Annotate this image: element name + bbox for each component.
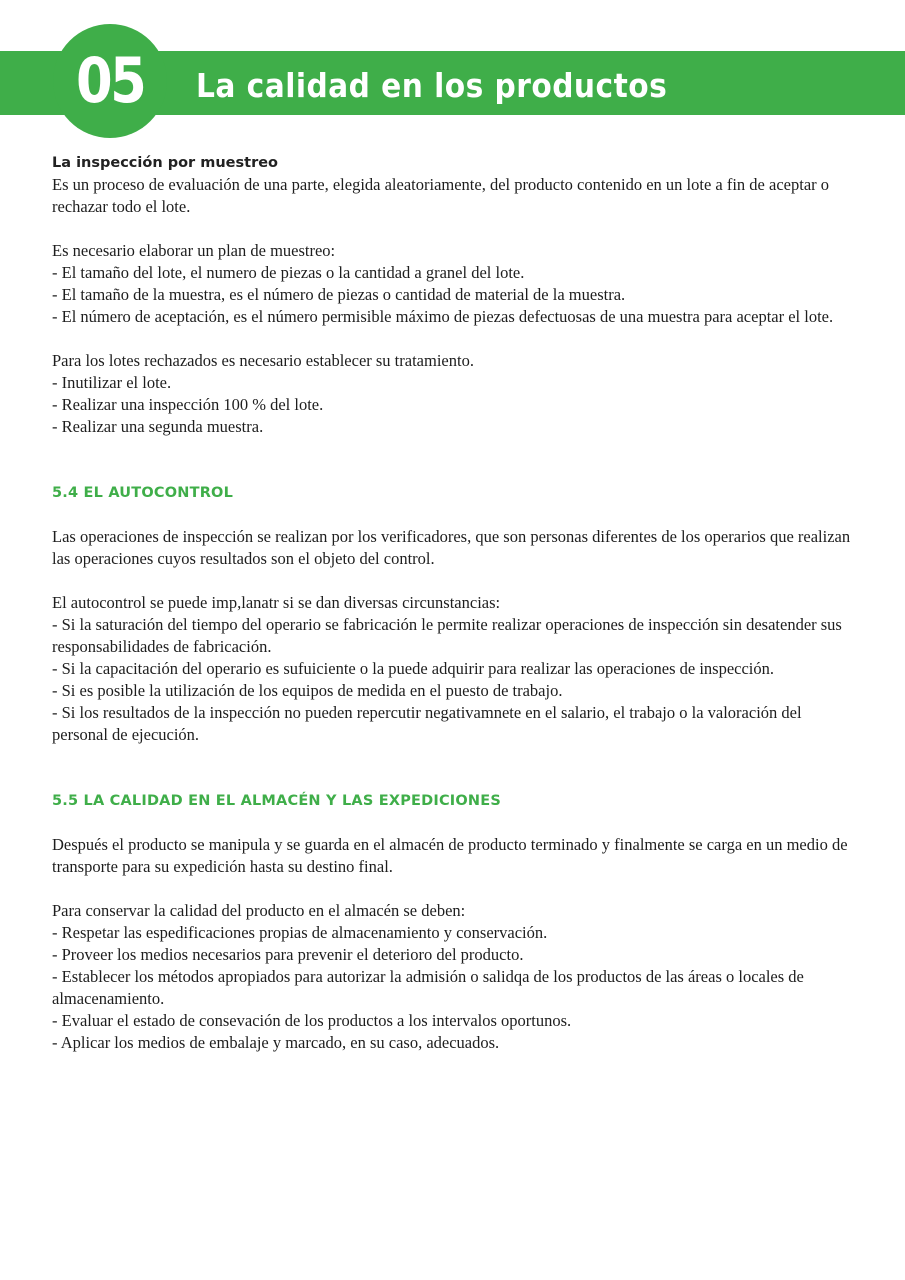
list-item: - Si la capacitación del operario es sufuiciente o la puede adquirir para realizar las operaciones de inspección. <box>52 659 775 678</box>
list-lead: Es necesario elaborar un plan de muestreo: <box>52 241 336 260</box>
list-item: - Si los resultados de la inspección no pueden repercutir negativamnete en el salario, el trabajo o la valoración del personal de ejecución. <box>52 703 802 744</box>
chapter-title: La calidad en los productos <box>196 66 668 105</box>
page-content <box>52 152 857 1054</box>
paragraph: Es un proceso de evaluación de una parte, elegida aleatoriamente, del producto contenido en un lote a fin de aceptar o rechazar todo el lote. <box>52 175 830 216</box>
section-heading-autocontrol: 5.4 EL AUTOCONTROL <box>52 485 234 501</box>
list-item: - El número de aceptación, es el número permisible máximo de piezas defectuosas de una muestra para aceptar el lote. <box>52 307 834 326</box>
section-heading-warehouse: 5.5 LA CALIDAD EN EL ALMACÉN Y LAS EXPEDICIONES <box>52 793 502 809</box>
chapter-number: 05 <box>75 44 145 117</box>
list-item: - Establecer los métodos apropiados para autorizar la admisión o salidqa de los productos de las áreas o locales de almacenamiento. <box>52 967 804 1008</box>
list-item: - Aplicar los medios de embalaje y marcado, en su caso, adecuados. <box>52 1033 500 1052</box>
list-lead: El autocontrol se puede imp,lanatr si se dan diversas circunstancias: <box>52 593 501 612</box>
paragraph: Después el producto se manipula y se guarda en el almacén de producto terminado y finalmente se carga en un medio de transporte para su expedición hasta su destino final. <box>52 835 848 876</box>
list-item: - Proveer los medios necesarios para prevenir el deterioro del producto. <box>52 945 524 964</box>
list-item: - El tamaño del lote, el numero de piezas o la cantidad a granel del lote. <box>52 263 525 282</box>
paragraph: Las operaciones de inspección se realizan por los verificadores, que son personas diferentes de los operarios que realizan las operaciones cuyos resultados son el objeto del control. <box>52 527 851 568</box>
list-item: - Evaluar el estado de consevación de los productos a los intervalos oportunos. <box>52 1011 572 1030</box>
list-item: - Respetar las espedificaciones propias de almacenamiento y conservación. <box>52 923 548 942</box>
list-lead: Para los lotes rechazados es necesario establecer su tratamiento. <box>52 351 474 370</box>
list-item: - Si es posible la utilización de los equipos de medida en el puesto de trabajo. <box>52 681 563 700</box>
list-item: - Inutilizar el lote. <box>52 373 172 392</box>
list-item: - Realizar una inspección 100 % del lote. <box>52 395 324 414</box>
list-item: - Realizar una segunda muestra. <box>52 417 264 436</box>
list-item: - El tamaño de la muestra, es el número de piezas o cantidad de material de la muestra. <box>52 285 626 304</box>
chapter-number-badge <box>53 24 167 138</box>
list-item: - Si la saturación del tiempo del operario se fabricación le permite realizar operaciones de inspección sin desatender sus responsabilidades de fabricación. <box>52 615 842 656</box>
list-lead: Para conservar la calidad del producto en el almacén se deben: <box>52 901 466 920</box>
subsection-heading-inspection: La inspección por muestreo <box>52 155 279 171</box>
